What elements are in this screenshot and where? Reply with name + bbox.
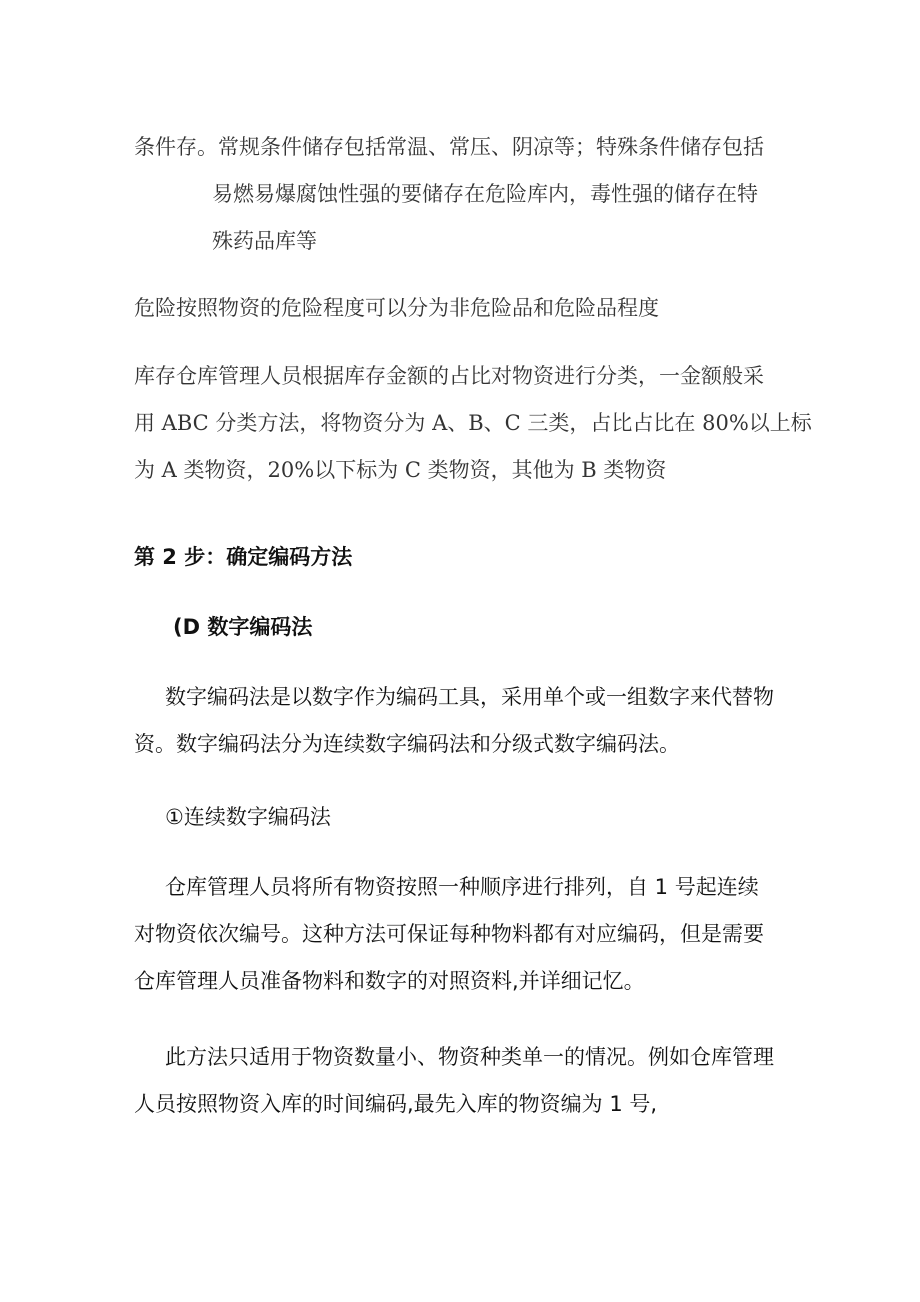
paragraph-line: 人员按照物资入库的时间编码,最先入库的物资编为 1 号, bbox=[134, 1092, 658, 1116]
paragraph-line: 对物资依次编号。这种方法可保证每种物料都有对应编码，但是需要 bbox=[134, 922, 764, 946]
digit-method-intro-paragraph bbox=[134, 674, 774, 768]
paragraph-line: 数字编码法是以数字作为编码工具，采用单个或一组数字来代替物 bbox=[165, 685, 774, 709]
storage-condition-paragraph bbox=[134, 124, 764, 265]
paragraph-line: 用 ABC 分类方法，将物资分为 A、B、C 三类，占比占比在 80%以上标 bbox=[134, 411, 812, 435]
continuous-coding-heading: ①连续数字编码法 bbox=[165, 805, 331, 829]
step2-heading: 第 2 步：确定编码方法 bbox=[134, 545, 353, 569]
inventory-classification-paragraph bbox=[134, 353, 812, 494]
paragraph-line: 条件存。常规条件储存包括常温、常压、阴凉等；特殊条件储存包括 bbox=[134, 135, 764, 159]
paragraph-line: 殊药品库等 bbox=[212, 229, 317, 253]
applicability-paragraph bbox=[134, 1034, 774, 1128]
paragraph-line: 资。数字编码法分为连续数字编码法和分级式数字编码法。 bbox=[134, 732, 680, 756]
continuous-coding-paragraph bbox=[134, 864, 764, 1005]
paragraph-line: 为 A 类物资，20%以下标为 C 类物资，其他为 B 类物资 bbox=[134, 458, 667, 482]
paragraph-line: 此方法只适用于物资数量小、物资种类单一的情况。例如仓库管理 bbox=[165, 1045, 774, 1069]
digit-coding-subheading: (D 数字编码法 bbox=[173, 615, 313, 639]
paragraph-line: 库存仓库管理人员根据库存金额的占比对物资进行分类，一金额般采 bbox=[134, 364, 764, 388]
danger-classification-paragraph: 危险按照物资的危险程度可以分为非危险品和危险品程度 bbox=[134, 296, 659, 320]
paragraph-line: 易燃易爆腐蚀性强的要储存在危险库内，毒性强的储存在特 bbox=[212, 182, 758, 206]
paragraph-line: 仓库管理人员将所有物资按照一种顺序进行排列，自 1 号起连续 bbox=[165, 875, 759, 899]
paragraph-line: 仓库管理人员准备物料和数字的对照资料,并详细记忆。 bbox=[134, 969, 645, 993]
